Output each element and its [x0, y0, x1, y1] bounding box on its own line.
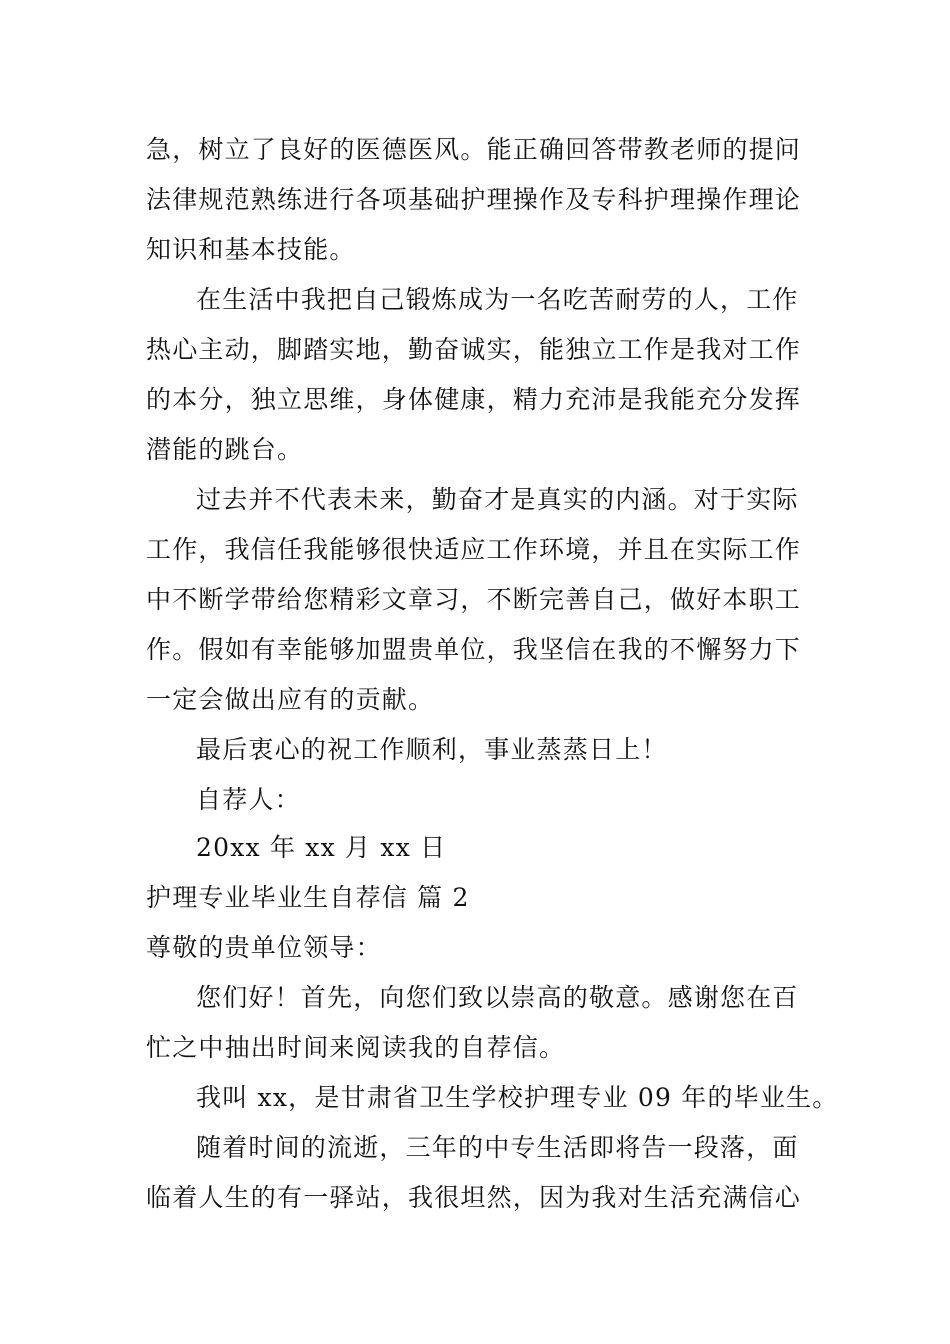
text-line: 潜能的跳台。 — [146, 435, 304, 464]
section-heading: 护理专业毕业生自荐信 篇 2 — [146, 883, 470, 912]
salutation: 尊敬的贵单位领导： — [146, 933, 382, 962]
paragraph-first-line: 您们好！首先，向您们致以崇高的敬意。感谢您在百 — [196, 983, 799, 1012]
text-line: 一定会做出应有的贡献。 — [146, 685, 435, 714]
closing-wish: 最后衷心的祝工作顺利，事业蒸蒸日上！ — [196, 735, 668, 764]
text-line: 热心主动，脚踏实地，勤奋诚实，能独立工作是我对工作 — [146, 335, 802, 364]
text-line: 知识和基本技能。 — [146, 235, 356, 264]
date-line: 20xx 年 xx 月 xx 日 — [196, 833, 447, 862]
signature-label: 自荐人： — [196, 785, 301, 814]
paragraph-first-line: 过去并不代表未来，勤奋才是真实的内涵。对于实际 — [196, 485, 799, 514]
paragraph-first-line: 在生活中我把自己锻炼成为一名吃苦耐劳的人，工作 — [196, 285, 799, 314]
text-line: 作。假如有幸能够加盟贵单位，我坚信在我的不懈努力下 — [146, 635, 802, 664]
text-line: 中不断学带给您精彩文章习，不断完善自己，做好本职工 — [146, 585, 802, 614]
text-line: 的本分，独立思维，身体健康，精力充沛是我能充分发挥 — [146, 385, 802, 414]
text-line: 临着人生的有一驿站，我很坦然，因为我对生活充满信心 — [146, 1183, 802, 1212]
text-line: 忙之中抽出时间来阅读我的自荐信。 — [146, 1033, 566, 1062]
text-line: 急，树立了良好的医德医风。能正确回答带教老师的提问 — [146, 135, 802, 164]
paragraph-first-line: 随着时间的流逝，三年的中专生活即将告一段落，面 — [196, 1133, 799, 1162]
paragraph-first-line: 我叫 xx，是甘肃省卫生学校护理专业 09 年的毕业生。 — [196, 1083, 839, 1112]
text-line: 法律规范熟练进行各项基础护理操作及专科护理操作理论 — [146, 185, 802, 214]
text-line: 工作，我信任我能够很快适应工作环境，并且在实际工作 — [146, 535, 802, 564]
